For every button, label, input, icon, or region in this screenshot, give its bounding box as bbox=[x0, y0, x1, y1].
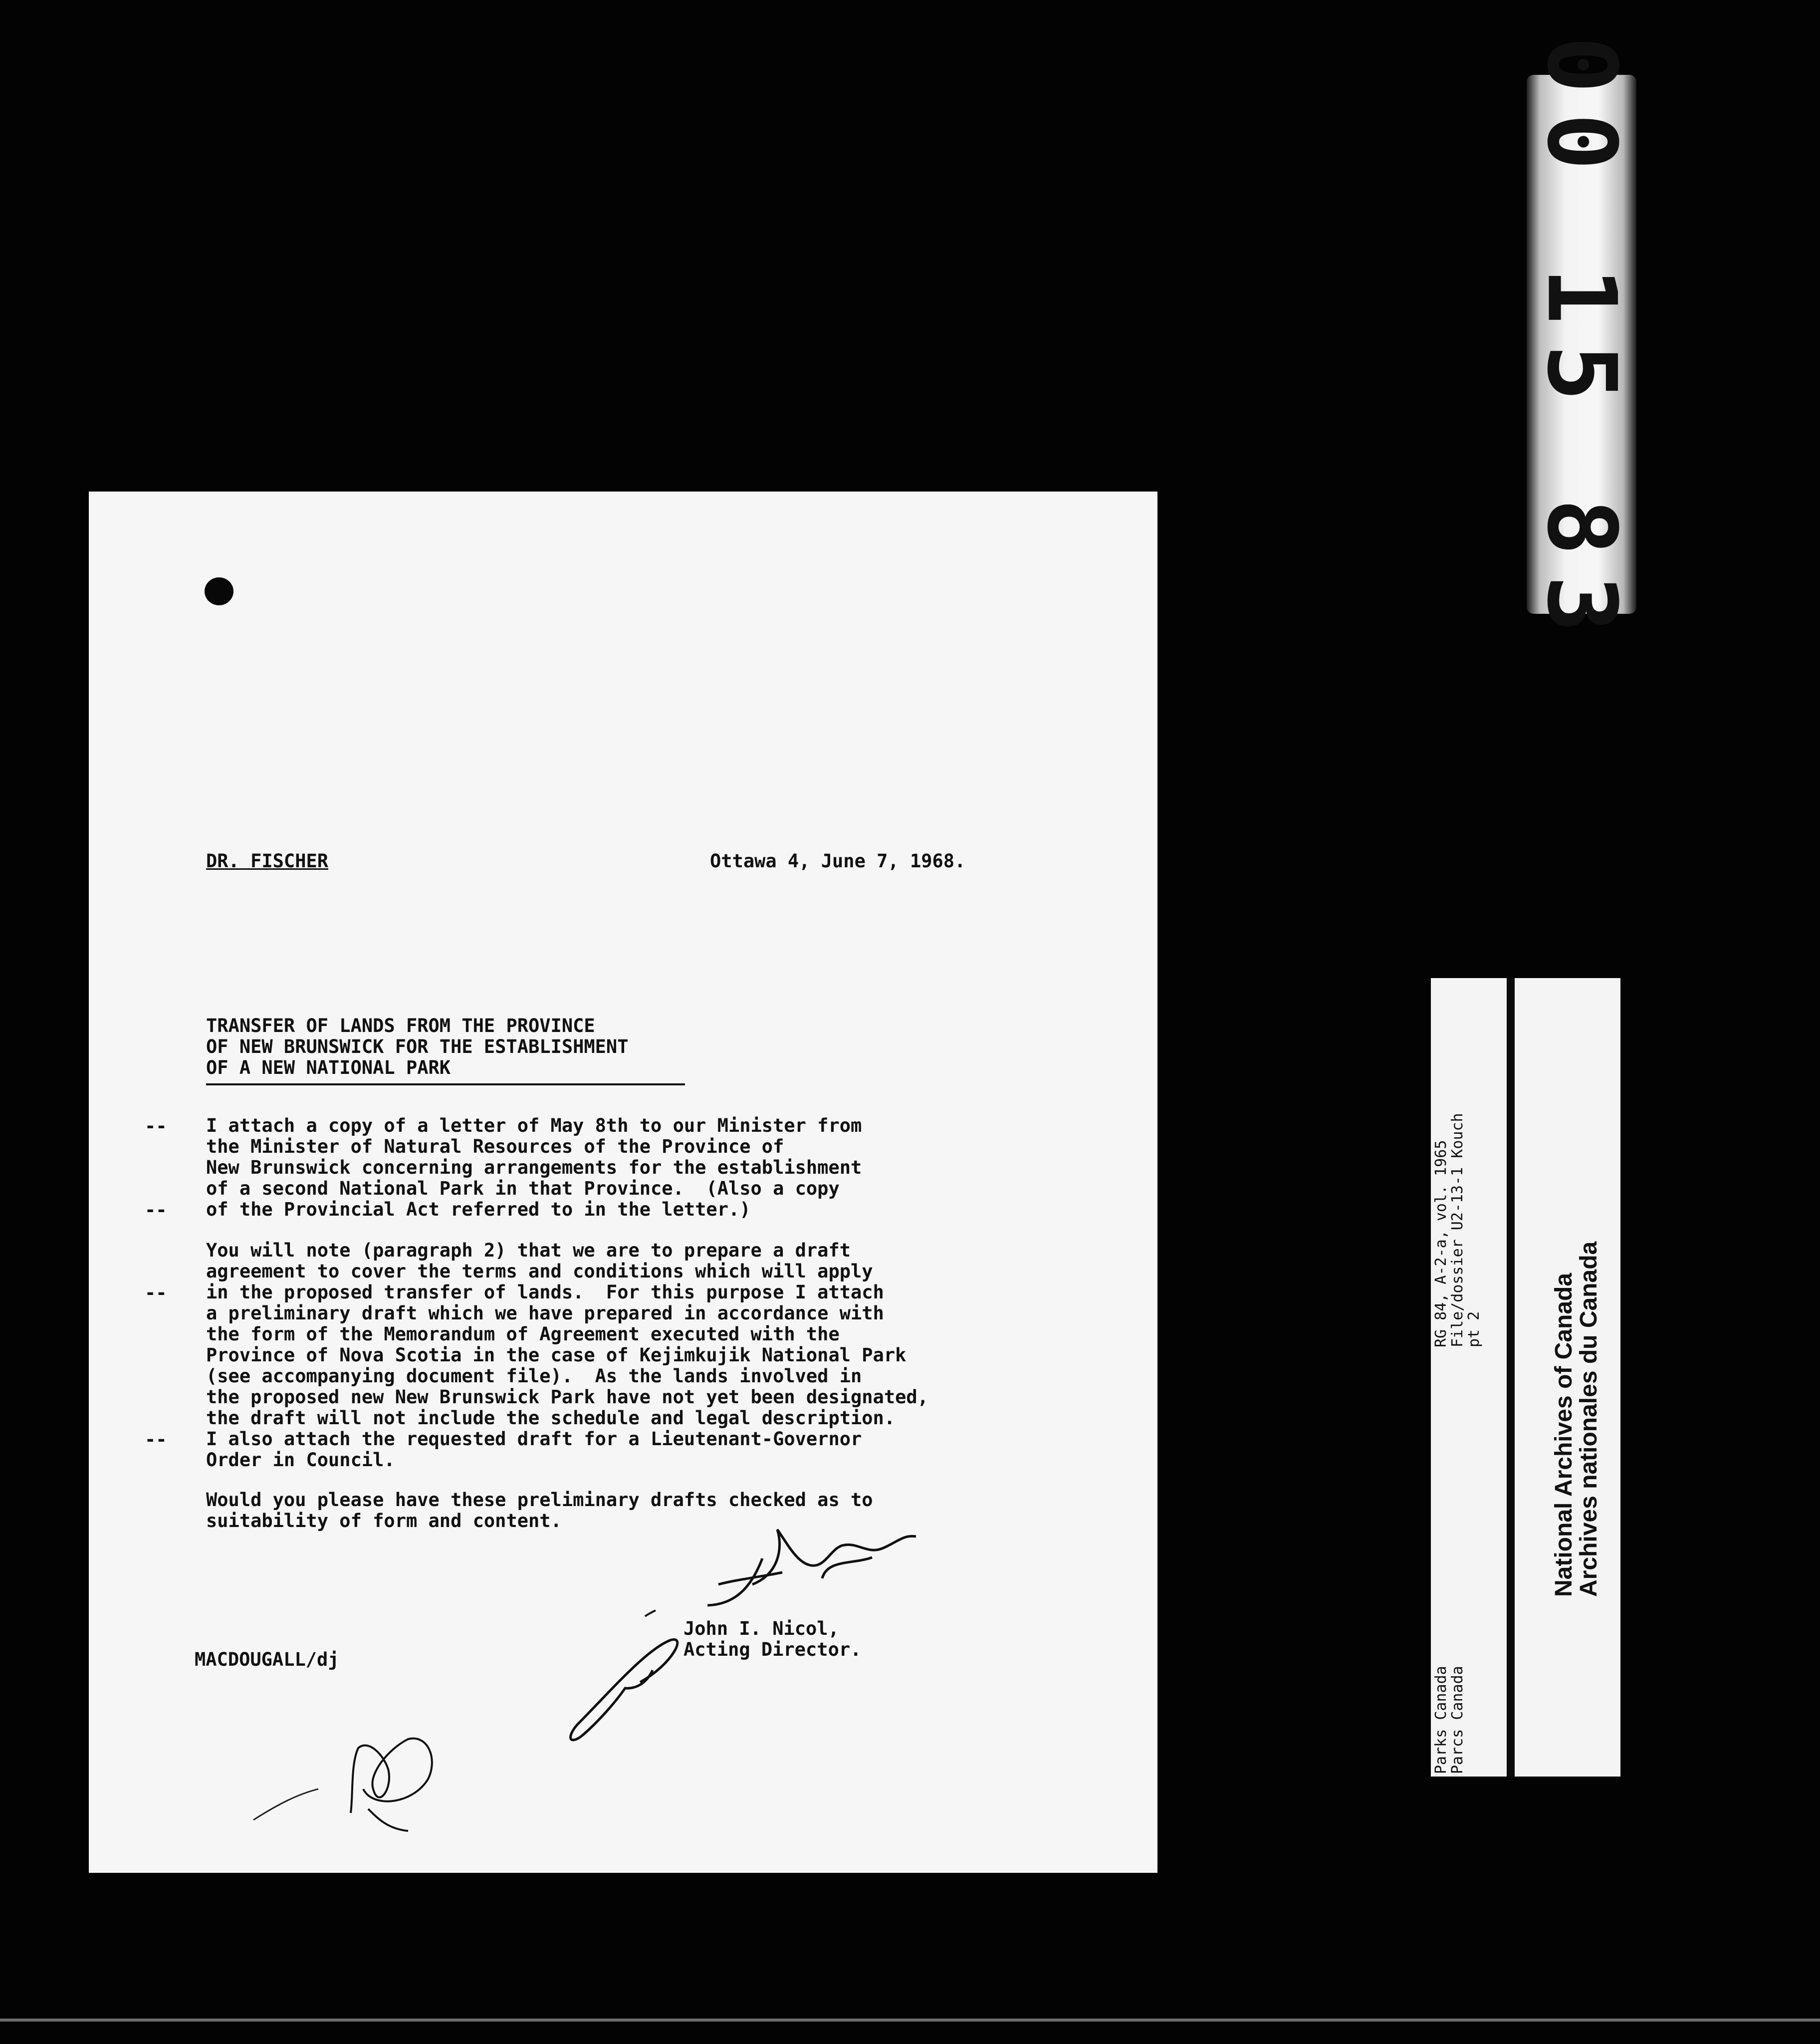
memo-signer: John I. Nicol, Acting Director. bbox=[683, 1618, 862, 1660]
memo-recipient: DR. FISCHER bbox=[206, 850, 329, 872]
memo-page bbox=[89, 492, 1157, 1873]
subject-line-2: OF NEW BRUNSWICK FOR THE ESTABLISHMENT bbox=[206, 1036, 629, 1057]
label-divider bbox=[1507, 978, 1515, 1777]
margin-dash: -- bbox=[145, 1429, 167, 1450]
frame-number-digits: 00 15 83 bbox=[1526, 36, 1637, 653]
margin-dash: -- bbox=[145, 1282, 167, 1303]
margin-dash: -- bbox=[145, 1199, 167, 1221]
label-institution: Parks Canada Parcs Canada bbox=[1432, 1666, 1466, 1774]
film-edge bbox=[0, 2019, 1820, 2022]
memo-typist-initials: MACDOUGALL/dj bbox=[195, 1649, 339, 1670]
subject-line-3: OF A NEW NATIONAL PARK bbox=[206, 1057, 451, 1078]
memo-subject bbox=[206, 1016, 628, 1078]
subject-line-1: TRANSFER OF LANDS FROM THE PROVINCE bbox=[206, 1015, 595, 1036]
memo-paragraph-2: You will note (paragraph 2) that we are to prepare a draft agreement to cover the terms and conditions which will apply in the proposed transfer of lands. For this purpose I attach a preliminary draft which we have prepared in accordance with the form of the Memorandum of Agreement executed with the Province of Nova Scotia in the case of Kejimkujik National Park (see accompanying document file). As the lands involved in the proposed new New Brunswick Park have not yet been designated, the draft will not include the schedule and legal description. I also attach the requested draft for a Lieutenant-Governor Order in Council. bbox=[206, 1240, 928, 1471]
label-archive-name: National Archives of Canada Archives nationales du Canada bbox=[1551, 1241, 1602, 1597]
margin-dash: -- bbox=[145, 1115, 167, 1137]
punch-hole bbox=[205, 577, 233, 605]
memo-place-date: Ottawa 4, June 7, 1968. bbox=[710, 850, 966, 872]
memo-paragraph-3: Would you please have these preliminary drafts checked as to suitability of form and content. bbox=[206, 1489, 873, 1532]
memo-paragraph-1: I attach a copy of a letter of May 8th to our Minister from the Minister of Natural Resources of the Province of New Brunswick concerning arrangements for the establishment of a second National Park in that Province. (Also a copy of the Provincial Act referred to in the letter.) bbox=[206, 1115, 862, 1220]
subject-underline bbox=[206, 1083, 685, 1085]
label-reference: RG 84, A-2-a, vol. 1965 File/dossier U2-13-1 Kouch pt 2 bbox=[1432, 1113, 1483, 1347]
microfilm-frame-number bbox=[1526, 36, 1637, 653]
